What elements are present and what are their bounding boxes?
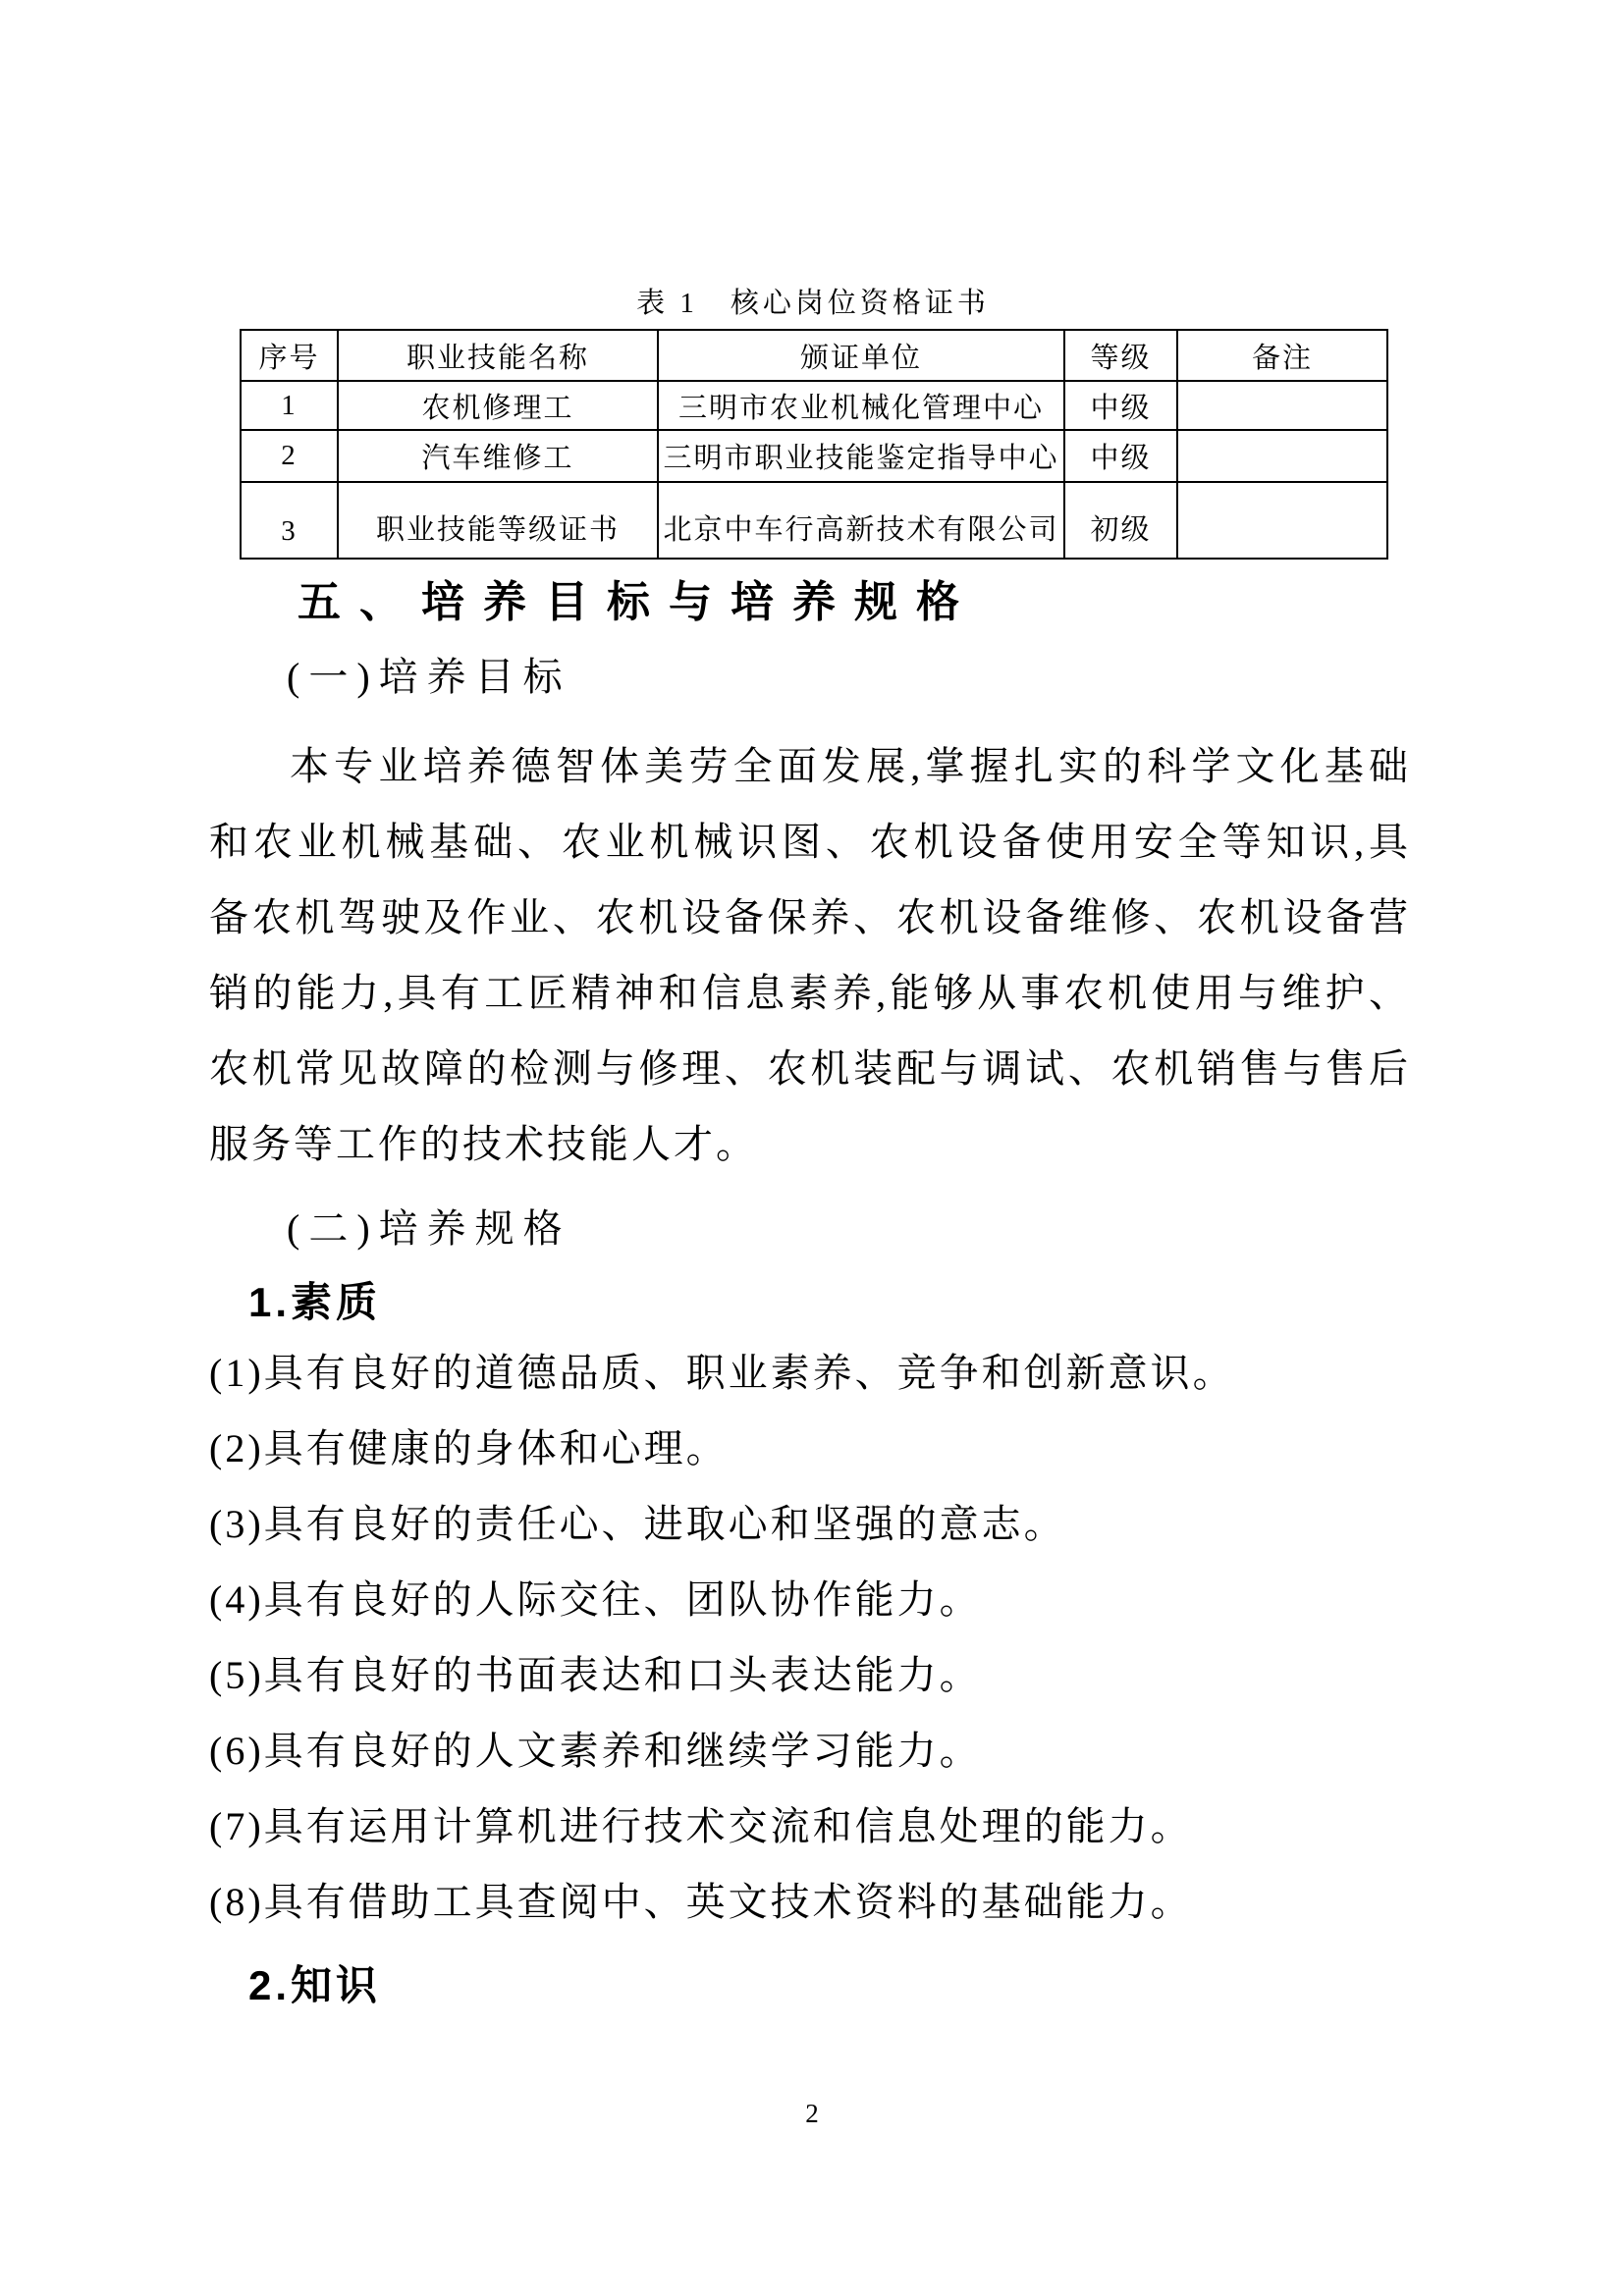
quality-heading: 1.素质 — [248, 1279, 382, 1325]
table-caption: 表 1 核心岗位资格证书 — [636, 288, 990, 319]
cell-remarks — [1177, 430, 1387, 482]
cell-issuer: 三明市农业机械化管理中心 — [658, 381, 1064, 430]
col-header-issuer: 颁证单位 — [658, 330, 1064, 381]
training-objectives-paragraph — [209, 728, 1411, 1182]
cell-remarks — [1177, 381, 1387, 430]
col-header-index: 序号 — [241, 330, 338, 381]
quality-item: (5)具有良好的书面表达和口头表达能力。 — [209, 1653, 982, 1697]
section-heading: 五、培养目标与培养规格 — [298, 578, 978, 626]
cell-skill-name: 汽车维修工 — [338, 430, 658, 482]
cell-index: 2 — [241, 430, 338, 482]
table-row — [241, 381, 1387, 430]
cell-remarks — [1177, 482, 1387, 559]
col-header-skill-name: 职业技能名称 — [338, 330, 658, 381]
quality-item: (7)具有运用计算机进行技术交流和信息处理的能力。 — [209, 1804, 1193, 1848]
quality-item: (3)具有良好的责任心、进取心和坚强的意志。 — [209, 1502, 1066, 1546]
sub-heading-training-objectives: (一)培养目标 — [287, 655, 571, 699]
paragraph-line: 本专业培养德智体美劳全面发展,掌握扎实的科学文化基础 — [290, 744, 1411, 788]
paragraph-line: 农机常见故障的检测与修理、农机装配与调试、农机销售与售后 — [209, 1046, 1411, 1091]
cell-skill-name: 职业技能等级证书 — [338, 482, 658, 559]
quality-item: (2)具有健康的身体和心理。 — [209, 1426, 729, 1470]
cell-level: 初级 — [1064, 482, 1177, 559]
certificates-table — [240, 329, 1388, 560]
table-row — [241, 482, 1387, 559]
quality-item: (1)具有良好的道德品质、职业素养、竞争和创新意识。 — [209, 1351, 1235, 1395]
quality-item: (8)具有借助工具查阅中、英文技术资料的基础能力。 — [209, 1880, 1193, 1924]
cell-index: 3 — [241, 482, 338, 559]
paragraph-line: 和农业机械基础、农业机械识图、农机设备使用安全等知识,具 — [209, 820, 1411, 864]
cell-index: 1 — [241, 381, 338, 430]
col-header-level: 等级 — [1064, 330, 1177, 381]
knowledge-heading: 2.知识 — [248, 1962, 382, 2008]
cell-issuer: 三明市职业技能鉴定指导中心 — [658, 430, 1064, 482]
col-header-remarks: 备注 — [1177, 330, 1387, 381]
quality-item: (6)具有良好的人文素养和继续学习能力。 — [209, 1729, 982, 1773]
cell-skill-name: 农机修理工 — [338, 381, 658, 430]
page-number: 2 — [805, 2099, 819, 2128]
table-row — [241, 430, 1387, 482]
quality-item: (4)具有良好的人际交往、团队协作能力。 — [209, 1577, 982, 1622]
cell-issuer: 北京中车行高新技术有限公司 — [658, 482, 1064, 559]
cell-level: 中级 — [1064, 430, 1177, 482]
table-header-row — [241, 330, 1387, 381]
sub-heading-training-specifications: (二)培养规格 — [287, 1206, 571, 1251]
cell-level: 中级 — [1064, 381, 1177, 430]
paragraph-line: 服务等工作的技术技能人才。 — [209, 1122, 758, 1166]
paragraph-line: 销的能力,具有工匠精神和信息素养,能够从事农机使用与维护、 — [209, 971, 1411, 1015]
paragraph-line: 备农机驾驶及作业、农机设备保养、农机设备维修、农机设备营 — [209, 895, 1411, 939]
